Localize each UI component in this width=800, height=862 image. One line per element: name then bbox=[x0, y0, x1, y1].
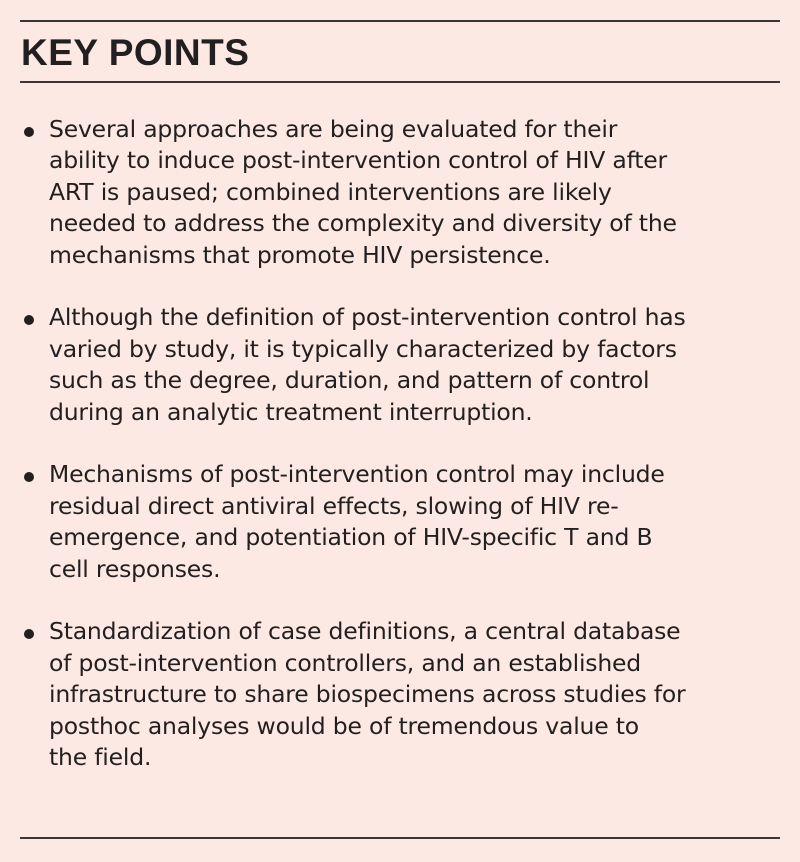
key-point-text-line: needed to address the complexity and diversity of the bbox=[49, 209, 677, 238]
title-rule bbox=[20, 81, 780, 83]
key-point-text-line: posthoc analyses would be of tremendous value to bbox=[49, 711, 639, 740]
key-point-text-line: during an analytic treatment interruption. bbox=[49, 397, 533, 426]
key-point-text-line: such as the degree, duration, and pattern of control bbox=[49, 366, 650, 395]
key-point-item bbox=[0, 616, 800, 773]
key-point-text-line: varied by study, it is typically characterized by factors bbox=[49, 334, 677, 363]
top-rule bbox=[20, 20, 780, 22]
key-point-text-line: Although the definition of post-intervention control has bbox=[49, 303, 686, 332]
key-point-text-line: cell responses. bbox=[49, 554, 221, 583]
key-point-text-line: ART is paused; combined interventions are likely bbox=[49, 177, 612, 206]
key-point-text-line: ability to induce post-intervention control of HIV after bbox=[49, 146, 667, 175]
key-point-text-line: Several approaches are being evaluated for their bbox=[49, 115, 618, 143]
key-point-item bbox=[0, 459, 800, 585]
key-point-text-line: Standardization of case definitions, a central database bbox=[49, 617, 681, 646]
key-points-list bbox=[0, 114, 800, 805]
key-point-text-line: the field. bbox=[49, 743, 152, 772]
bullet-icon bbox=[24, 127, 34, 137]
bullet-icon bbox=[24, 315, 34, 325]
bullet-icon bbox=[24, 629, 34, 639]
key-point-text-line: of post-intervention controllers, and an established bbox=[49, 648, 641, 677]
box-title: KEY POINTS bbox=[21, 32, 250, 73]
bottom-rule bbox=[20, 837, 780, 839]
key-point-text-line: residual direct antiviral effects, slowing of HIV re- bbox=[49, 491, 619, 520]
key-point-text-line: mechanisms that promote HIV persistence. bbox=[49, 240, 551, 269]
key-point-item bbox=[0, 114, 800, 271]
bullet-icon bbox=[24, 472, 34, 482]
key-point-item bbox=[0, 302, 800, 428]
key-point-text-line: infrastructure to share biospecimens across studies for bbox=[49, 680, 686, 709]
key-point-text-line: Mechanisms of post-intervention control may include bbox=[49, 460, 665, 489]
key-point-text-line: emergence, and potentiation of HIV-specific T and B bbox=[49, 523, 653, 552]
